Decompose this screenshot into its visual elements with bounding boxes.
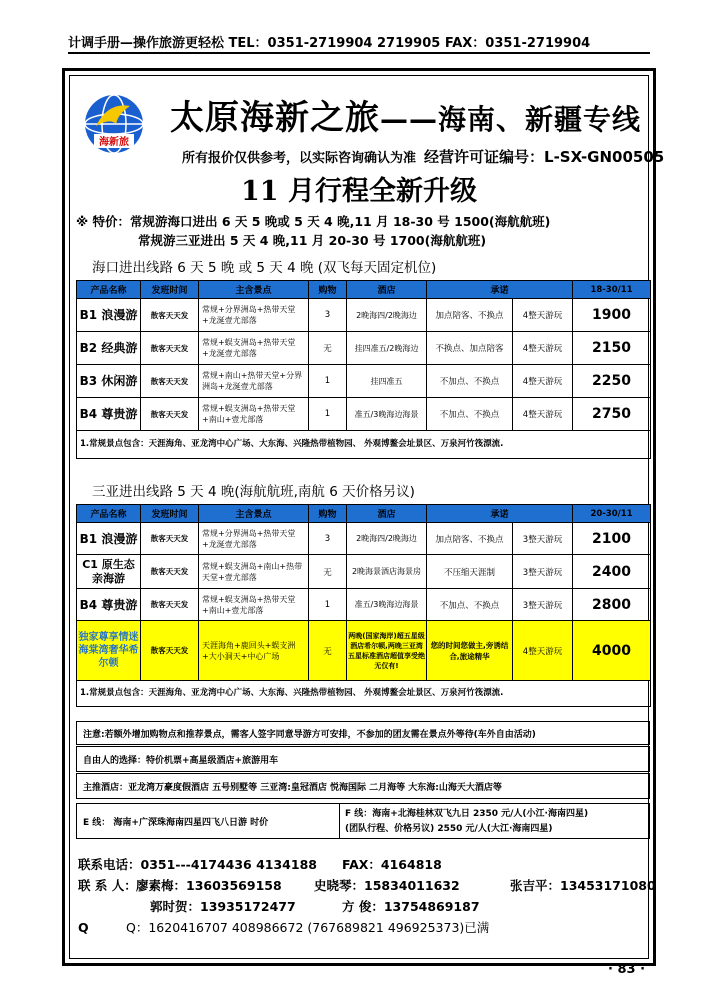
company-name: 太原海新之旅 [170, 98, 380, 138]
hotel: 挂四准五/2晚海边 [347, 332, 427, 365]
e-line: E 线： 海南+广深珠海南四星四飞八日游 时价 [83, 818, 269, 828]
promise: 您的时间您做主,旁诱结合,旅途精华 [427, 621, 513, 681]
table-row-featured [77, 621, 651, 681]
contact-person: 郭时贺：13935172477 [150, 899, 296, 914]
shopping: 3 [309, 523, 347, 555]
license-number: 经营许可证编号：L-SX-GN00505 [424, 148, 665, 166]
price: 2150 [573, 332, 651, 365]
contact-person: 方 俊：13754869187 [342, 899, 480, 914]
promise: 不加点、不换点 [427, 589, 513, 621]
table-row [77, 555, 651, 589]
promise: 加点陪客、不换点 [427, 299, 513, 332]
departure: 散客天天发 [141, 332, 199, 365]
departure: 散客天天发 [141, 589, 199, 621]
header-date-range: 18-30/11 [573, 281, 651, 299]
optional-package: 自由人的选择：特价机票+高星级酒店+旅游用车 [76, 746, 650, 772]
spots: 常规+分界洲岛+热带天堂+龙涎壹尤部落 [199, 523, 309, 555]
qq-numbers: Q：1620416707 408986672 (767689821 496925373)已满 [126, 920, 490, 935]
company-title [170, 90, 641, 139]
table-header-row [77, 281, 651, 299]
promise: 不加点、不换点 [427, 398, 513, 431]
promise: 加点陪客、不换点 [427, 523, 513, 555]
logo-text: 海新旅 [99, 137, 129, 148]
shopping: 1 [309, 589, 347, 621]
contact-person: 史晓琴：15834011632 [314, 878, 460, 893]
header-promise: 承诺 [427, 281, 573, 299]
qq-label: Q [78, 920, 89, 935]
shopping: 1 [309, 365, 347, 398]
contact-phone: 联系电话：0351---4174436 4134188 [78, 857, 317, 872]
header-departure: 发班时间 [141, 505, 199, 523]
free-days: 4整天游玩 [513, 621, 573, 681]
price: 2400 [573, 555, 651, 589]
free-days: 4整天游玩 [513, 299, 573, 332]
header-shopping: 购物 [309, 505, 347, 523]
upgrade-banner: 11 月行程全新升级 [241, 176, 477, 207]
extra-lines-box [76, 803, 650, 839]
special-offer [76, 212, 550, 250]
f-line-1: F 线：海南+北海桂林双飞九日 2350 元/人(小江·海南四星) [345, 809, 589, 819]
table-row [77, 398, 651, 431]
table-row [77, 299, 651, 332]
promise: 不换点、加点陪客 [427, 332, 513, 365]
free-days: 4整天游玩 [513, 398, 573, 431]
hotel: 挂四准五 [347, 365, 427, 398]
product-name: B1 浪漫游 [77, 523, 141, 555]
price: 4000 [573, 621, 651, 681]
header-product: 产品名称 [77, 505, 141, 523]
spots: 常规+南山+热带天堂+分界洲岛+龙涎壹尤部落 [199, 365, 309, 398]
hotel: 2晚海景酒店海景房 [347, 555, 427, 589]
spots: 常规+蜈支洲岛+热带天堂+南山+壹尤部落 [199, 589, 309, 621]
contact-fax: FAX：4164818 [342, 857, 442, 872]
hotel: 准五/3晚海边海景 [347, 398, 427, 431]
brochure-frame [62, 68, 665, 966]
header-product: 产品名称 [77, 281, 141, 299]
free-days: 3整天游玩 [513, 555, 573, 589]
table-row [77, 365, 651, 398]
departure: 散客天天发 [141, 398, 199, 431]
contact-person: 廖素梅：13603569158 [136, 878, 282, 893]
hotel: 两晚(国家海岸)超五星级酒店希尔顿,两晚三亚湾五星标准酒店超值享受绝无仅有! [347, 621, 427, 681]
shopping: 1 [309, 398, 347, 431]
spots: 常规+蜈支洲岛+热带天堂+龙涎壹尤部落 [199, 332, 309, 365]
recommended-hotels: 主推酒店：亚龙湾万豪度假酒店 五号别墅等 三亚湾:皇冠酒店 悦海国际 二月海等 大东海:山海天大酒店等 [76, 773, 650, 799]
divider [339, 804, 340, 838]
price: 2250 [573, 365, 651, 398]
price: 2100 [573, 523, 651, 555]
brochure-inner-border [69, 75, 665, 959]
special-offer-line-1: ※ 特价：常规游海口进出 6 天 5 晚或 5 天 4 晚,11 月 18-30 号 1500(海航航班) [76, 214, 551, 229]
price: 1900 [573, 299, 651, 332]
haikou-route-table [76, 280, 651, 459]
product-name: B4 尊贵游 [77, 398, 141, 431]
shopping: 无 [309, 332, 347, 365]
header-date-range: 20-30/11 [573, 505, 651, 523]
product-name: 独家尊享情迷海棠湾奢华希尔顿 [77, 621, 141, 681]
sanya-section-title: 三亚进出线路 5 天 4 晚(海航航班,南航 6 天价格另议) [92, 484, 415, 500]
departure: 散客天天发 [141, 621, 199, 681]
shopping: 无 [309, 555, 347, 589]
price-disclaimer: 所有报价仅供参考，以实际咨询确认为准 [182, 151, 417, 166]
sanya-route-table [76, 504, 651, 707]
free-days: 4整天游玩 [513, 332, 573, 365]
departure: 散客天天发 [141, 299, 199, 332]
price: 2750 [573, 398, 651, 431]
company-specialty: 海南、新疆专线 [438, 103, 642, 136]
hotel: 2晚海四/2晚海边 [347, 523, 427, 555]
table-row [77, 332, 651, 365]
hotel: 2晚海四/2晚海边 [347, 299, 427, 332]
header-spots: 主含景点 [199, 505, 309, 523]
contact-people-label: 联 系 人： [78, 878, 137, 893]
special-offer-line-2: 常规游三亚进出 5 天 4 晚,11 月 20-30 号 1700(海航航班) [138, 233, 487, 248]
promise: 不加点、不换点 [427, 365, 513, 398]
header-spots: 主含景点 [199, 281, 309, 299]
product-name: C1 原生态亲海游 [77, 555, 141, 589]
title-dash: —— [380, 103, 438, 136]
table-row [77, 589, 651, 621]
common-spots-row [77, 681, 651, 707]
page-header: 计调手册—操作旅游更轻松 TEL：0351-2719904 2719905 FAX：0351-2719904 [68, 32, 650, 54]
spots: 天涯海角+鹿回头+蜈支洲+大小洞天+中心广场 [199, 621, 309, 681]
promise: 不压缩天涯制 [427, 555, 513, 589]
spots: 常规+蜈支洲岛+南山+热带天堂+壹尤部落 [199, 555, 309, 589]
free-days: 3整天游玩 [513, 523, 573, 555]
product-name: B1 浪漫游 [77, 299, 141, 332]
haikou-section-title: 海口进出线路 6 天 5 晚 或 5 天 4 晚 (双飞每天固定机位) [92, 260, 437, 276]
price: 2800 [573, 589, 651, 621]
common-spots-row [77, 431, 651, 459]
header-departure: 发班时间 [141, 281, 199, 299]
product-name: B2 经典游 [77, 332, 141, 365]
common-spots-text: 1.常规景点包含：天涯海角、亚龙湾中心广场、大东海、兴隆热带植物园、 外观博鳌会址景区、万泉河竹筏漂流. [77, 681, 651, 707]
departure: 散客天天发 [141, 555, 199, 589]
free-days: 3整天游玩 [513, 589, 573, 621]
table-row [77, 523, 651, 555]
f-line [345, 807, 588, 837]
shopping-note: 注意:若额外增加购物点和推荐景点，需客人签字同意导游方可安排，不参加的团友需在景点外等待(车外自由活动) [76, 721, 650, 745]
globe-logo-icon [82, 94, 146, 156]
hotel: 准五/3晚海边海景 [347, 589, 427, 621]
departure: 散客天天发 [141, 365, 199, 398]
header-shopping: 购物 [309, 281, 347, 299]
product-name: B4 尊贵游 [77, 589, 141, 621]
free-days: 4整天游玩 [513, 365, 573, 398]
shopping: 无 [309, 621, 347, 681]
notice-line [182, 146, 664, 167]
page-number: · 83 · [608, 962, 646, 977]
departure: 散客天天发 [141, 523, 199, 555]
shopping: 3 [309, 299, 347, 332]
spots: 常规+分界洲岛+热带天堂+龙涎壹尤部落 [199, 299, 309, 332]
spots: 常规+蜈支洲岛+热带天堂+南山+壹尤部落 [199, 398, 309, 431]
header-hotel: 酒店 [347, 505, 427, 523]
common-spots-text: 1.常规景点包含：天涯海角、亚龙湾中心广场、大东海、兴隆热带植物园、 外观博鳌会址景区、万泉河竹筏漂流. [77, 431, 651, 459]
contact-person: 张吉平：13453171080 [510, 878, 656, 893]
header-promise: 承诺 [427, 505, 573, 523]
f-line-2: (团队行程、价格另议) 2550 元/人(大江·海南四星) [345, 824, 553, 834]
table-header-row [77, 505, 651, 523]
header-hotel: 酒店 [347, 281, 427, 299]
product-name: B3 休闲游 [77, 365, 141, 398]
company-logo [82, 94, 146, 156]
